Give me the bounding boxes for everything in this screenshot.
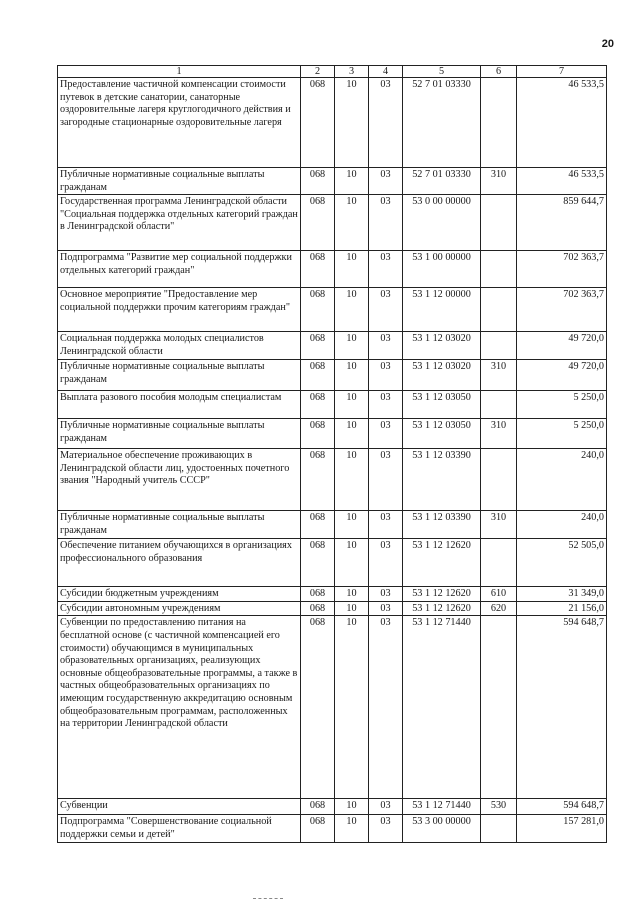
- row-c7-cell: 46 533,5: [517, 168, 607, 195]
- row-c3-cell: 10: [335, 587, 369, 602]
- row-c5-cell: 53 1 12 03050: [403, 419, 481, 449]
- row-c5-cell: 53 1 12 71440: [403, 799, 481, 815]
- table-row: [58, 616, 607, 799]
- header-cell: 7: [517, 66, 607, 78]
- row-c4-cell: 03: [369, 195, 403, 251]
- row-c2-cell: 068: [301, 616, 335, 799]
- row-c5-cell: 53 3 00 00000: [403, 815, 481, 842]
- row-c4-cell: 03: [369, 815, 403, 842]
- row-c6-cell: [481, 78, 517, 168]
- row-c3-cell: 10: [335, 601, 369, 616]
- table-row: [58, 449, 607, 511]
- row-c7-cell: 21 156,0: [517, 601, 607, 616]
- row-c7-cell: 5 250,0: [517, 419, 607, 449]
- header-cell: 6: [481, 66, 517, 78]
- row-c2-cell: 068: [301, 360, 335, 391]
- row-c3-cell: 10: [335, 419, 369, 449]
- row-c3-cell: 10: [335, 78, 369, 168]
- table-row: [58, 332, 607, 360]
- row-name-cell: Основное мероприятие "Предоставление мер социальной поддержки прочим категориям граждан": [58, 288, 301, 332]
- row-c7-cell: 702 363,7: [517, 251, 607, 288]
- row-c4-cell: 03: [369, 511, 403, 539]
- row-c4-cell: 03: [369, 391, 403, 419]
- table-row: [58, 78, 607, 168]
- row-c7-cell: 49 720,0: [517, 360, 607, 391]
- row-c5-cell: 53 1 12 03390: [403, 449, 481, 511]
- row-c3-cell: 10: [335, 168, 369, 195]
- table-row: [58, 587, 607, 602]
- row-c4-cell: 03: [369, 799, 403, 815]
- row-c2-cell: 068: [301, 815, 335, 842]
- table-row: [58, 419, 607, 449]
- row-name-cell: Публичные нормативные социальные выплаты гражданам: [58, 360, 301, 391]
- row-c7-cell: 5 250,0: [517, 391, 607, 419]
- row-c5-cell: 53 1 12 12620: [403, 587, 481, 602]
- row-c4-cell: 03: [369, 78, 403, 168]
- row-c6-cell: [481, 251, 517, 288]
- header-cell: 3: [335, 66, 369, 78]
- row-name-cell: Подпрограмма "Совершенствование социальной поддержки семьи и детей": [58, 815, 301, 842]
- row-c4-cell: 03: [369, 419, 403, 449]
- row-c4-cell: 03: [369, 332, 403, 360]
- row-c7-cell: 240,0: [517, 449, 607, 511]
- row-name-cell: Социальная поддержка молодых специалистов Ленинградской области: [58, 332, 301, 360]
- row-c6-cell: 310: [481, 360, 517, 391]
- row-c3-cell: 10: [335, 815, 369, 842]
- row-c3-cell: 10: [335, 616, 369, 799]
- row-c2-cell: 068: [301, 332, 335, 360]
- row-c5-cell: 53 1 12 00000: [403, 288, 481, 332]
- row-c3-cell: 10: [335, 195, 369, 251]
- row-c6-cell: [481, 332, 517, 360]
- table-row: [58, 168, 607, 195]
- row-c2-cell: 068: [301, 78, 335, 168]
- row-c2-cell: 068: [301, 195, 335, 251]
- row-c2-cell: 068: [301, 391, 335, 419]
- row-c4-cell: 03: [369, 449, 403, 511]
- row-c4-cell: 03: [369, 168, 403, 195]
- header-cell: 5: [403, 66, 481, 78]
- table-row: [58, 539, 607, 587]
- row-c5-cell: 52 7 01 03330: [403, 168, 481, 195]
- row-c5-cell: 53 1 12 03390: [403, 511, 481, 539]
- row-c2-cell: 068: [301, 799, 335, 815]
- row-c4-cell: 03: [369, 601, 403, 616]
- row-name-cell: Публичные нормативные социальные выплаты гражданам: [58, 511, 301, 539]
- row-c7-cell: 859 644,7: [517, 195, 607, 251]
- row-name-cell: Предоставление частичной компенсации стоимости путевок в детские санатории, санаторные оздоровительные лагеря круглогодичного действия и загородные стационарные оздоровительные лагеря: [58, 78, 301, 168]
- row-c7-cell: 594 648,7: [517, 616, 607, 799]
- row-c5-cell: 53 1 12 71440: [403, 616, 481, 799]
- row-c5-cell: 53 1 12 12620: [403, 539, 481, 587]
- row-c2-cell: 068: [301, 251, 335, 288]
- row-c3-cell: 10: [335, 539, 369, 587]
- row-c3-cell: 10: [335, 799, 369, 815]
- row-c4-cell: 03: [369, 251, 403, 288]
- row-c7-cell: 702 363,7: [517, 288, 607, 332]
- row-c6-cell: 310: [481, 511, 517, 539]
- row-c2-cell: 068: [301, 288, 335, 332]
- row-c7-cell: 49 720,0: [517, 332, 607, 360]
- row-c5-cell: 53 1 12 12620: [403, 601, 481, 616]
- table-row: [58, 391, 607, 419]
- header-cell: 1: [58, 66, 301, 78]
- table-header-row: [58, 66, 607, 78]
- row-c5-cell: 53 0 00 00000: [403, 195, 481, 251]
- row-c6-cell: 310: [481, 419, 517, 449]
- page-number: 20: [601, 38, 614, 50]
- row-c6-cell: [481, 449, 517, 511]
- row-c2-cell: 068: [301, 539, 335, 587]
- row-name-cell: Публичные нормативные социальные выплаты гражданам: [58, 168, 301, 195]
- row-c3-cell: 10: [335, 449, 369, 511]
- row-c4-cell: 03: [369, 616, 403, 799]
- row-c6-cell: [481, 539, 517, 587]
- row-c2-cell: 068: [301, 587, 335, 602]
- row-c3-cell: 10: [335, 251, 369, 288]
- row-c3-cell: 10: [335, 332, 369, 360]
- row-c5-cell: 52 7 01 03330: [403, 78, 481, 168]
- row-c2-cell: 068: [301, 449, 335, 511]
- row-c7-cell: 594 648,7: [517, 799, 607, 815]
- row-c6-cell: 610: [481, 587, 517, 602]
- row-c6-cell: [481, 288, 517, 332]
- row-c7-cell: 240,0: [517, 511, 607, 539]
- row-c6-cell: [481, 616, 517, 799]
- row-c7-cell: 31 349,0: [517, 587, 607, 602]
- row-c4-cell: 03: [369, 539, 403, 587]
- row-c6-cell: 620: [481, 601, 517, 616]
- row-c2-cell: 068: [301, 601, 335, 616]
- row-c2-cell: 068: [301, 511, 335, 539]
- row-c7-cell: 52 505,0: [517, 539, 607, 587]
- row-c4-cell: 03: [369, 587, 403, 602]
- row-name-cell: Субвенции: [58, 799, 301, 815]
- row-c6-cell: [481, 195, 517, 251]
- table-row: [58, 511, 607, 539]
- header-cell: 4: [369, 66, 403, 78]
- table-row: [58, 288, 607, 332]
- row-c7-cell: 46 533,5: [517, 78, 607, 168]
- row-name-cell: Государственная программа Ленинградской области "Социальная поддержка отдельных категорий граждан в Ленинградской области": [58, 195, 301, 251]
- row-name-cell: Материальное обеспечение проживающих в Ленинградской области лиц, удостоенных почетного звания "Народный учитель СССР": [58, 449, 301, 511]
- table-row: [58, 195, 607, 251]
- row-name-cell: Выплата разового пособия молодым специалистам: [58, 391, 301, 419]
- row-c4-cell: 03: [369, 360, 403, 391]
- row-c2-cell: 068: [301, 168, 335, 195]
- row-c3-cell: 10: [335, 360, 369, 391]
- table-row: [58, 799, 607, 815]
- row-c3-cell: 10: [335, 288, 369, 332]
- row-name-cell: Субсидии бюджетным учреждениям: [58, 587, 301, 602]
- row-c5-cell: 53 1 12 03020: [403, 332, 481, 360]
- row-c4-cell: 03: [369, 288, 403, 332]
- footer-mark: [253, 898, 283, 899]
- row-c5-cell: 53 1 12 03050: [403, 391, 481, 419]
- header-cell: 2: [301, 66, 335, 78]
- row-c6-cell: [481, 815, 517, 842]
- row-name-cell: Публичные нормативные социальные выплаты гражданам: [58, 419, 301, 449]
- row-c3-cell: 10: [335, 511, 369, 539]
- row-c6-cell: 310: [481, 168, 517, 195]
- table-row: [58, 601, 607, 616]
- table-row: [58, 360, 607, 391]
- table-row: [58, 815, 607, 842]
- row-c7-cell: 157 281,0: [517, 815, 607, 842]
- row-c3-cell: 10: [335, 391, 369, 419]
- row-c2-cell: 068: [301, 419, 335, 449]
- row-name-cell: Субсидии автономным учреждениям: [58, 601, 301, 616]
- table-row: [58, 251, 607, 288]
- budget-table: [57, 65, 607, 843]
- row-c6-cell: 530: [481, 799, 517, 815]
- row-name-cell: Субвенции по предоставлению питания на бесплатной основе (с частичной компенсацией его стоимости) обучающимся в муниципальных образовательных организациях, реализующих основные общеобразовательные программы, а также в частных общеобразовательных организациях по имеющим государственную аккредитацию основным общеобразовательным программам, расположенных на территории Ленинградской области: [58, 616, 301, 799]
- row-c5-cell: 53 1 12 03020: [403, 360, 481, 391]
- row-name-cell: Подпрограмма "Развитие мер социальной поддержки отдельных категорий граждан": [58, 251, 301, 288]
- row-c6-cell: [481, 391, 517, 419]
- row-name-cell: Обеспечение питанием обучающихся в организациях профессионального образования: [58, 539, 301, 587]
- row-c5-cell: 53 1 00 00000: [403, 251, 481, 288]
